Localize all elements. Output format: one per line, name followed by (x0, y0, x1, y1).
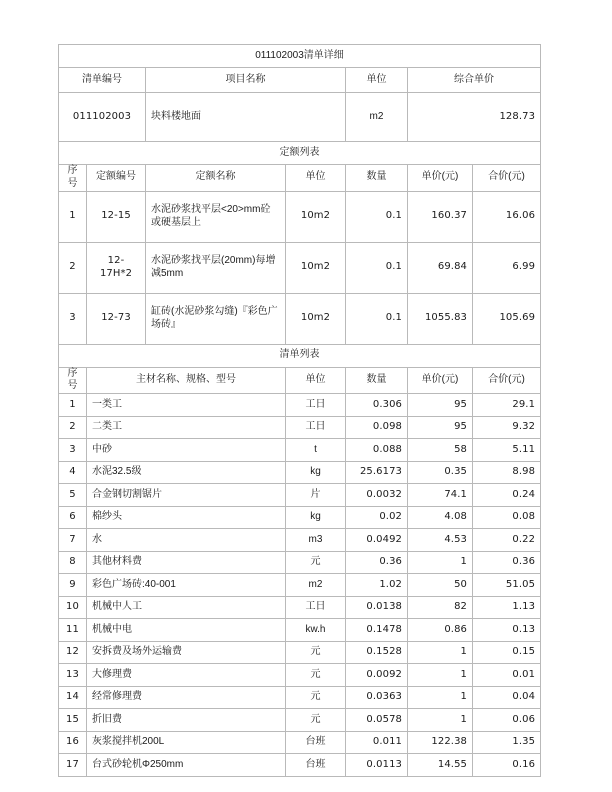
bill-total: 29.1 (473, 394, 541, 417)
bill-price: 1 (408, 709, 473, 732)
bill-qty: 0.0138 (346, 596, 408, 619)
bill-unit: kg (286, 461, 346, 484)
bill-total: 0.08 (473, 506, 541, 529)
bill-name: 大修理费 (87, 664, 286, 687)
bill-qty: 0.36 (346, 551, 408, 574)
table-row (59, 709, 541, 732)
bill-price: 14.55 (408, 754, 473, 777)
quota-col-header-2: 定额名称 (146, 165, 286, 192)
bill-price: 1 (408, 664, 473, 687)
bill-no: 1 (59, 394, 87, 417)
bill-no: 3 (59, 439, 87, 462)
quota-name: 水泥砂浆找平层(20mm)每增减5mm (146, 242, 286, 293)
table-row (59, 484, 541, 507)
bill-qty: 0.0032 (346, 484, 408, 507)
quota-section-title: 定额列表 (59, 142, 541, 165)
bill-no: 6 (59, 506, 87, 529)
bill-no: 9 (59, 574, 87, 597)
bill-col-header-5: 合价(元) (473, 367, 541, 394)
quota-no: 2 (59, 242, 87, 293)
bill-no: 11 (59, 619, 87, 642)
quota-col-header-0: 序号 (59, 165, 87, 192)
bill-total: 0.15 (473, 641, 541, 664)
bill-name: 机械中电 (87, 619, 286, 642)
bill-total: 0.24 (473, 484, 541, 507)
bill-col-header-3: 数量 (346, 367, 408, 394)
bill-name: 台式砂轮机Φ250mm (87, 754, 286, 777)
bill-col-header-1: 主材名称、规格、型号 (87, 367, 286, 394)
bill-unit: m3 (286, 529, 346, 552)
quota-qty: 0.1 (346, 293, 408, 344)
bill-total: 8.98 (473, 461, 541, 484)
table-row (59, 574, 541, 597)
bill-price: 4.08 (408, 506, 473, 529)
bill-name: 安拆费及场外运输费 (87, 641, 286, 664)
bill-total: 9.32 (473, 416, 541, 439)
bill-name: 其他材料费 (87, 551, 286, 574)
bill-total: 51.05 (473, 574, 541, 597)
quota-unit: 10m2 (286, 191, 346, 242)
bill-col-header-2: 单位 (286, 367, 346, 394)
bill-total: 1.35 (473, 731, 541, 754)
table-row (59, 439, 541, 462)
bill-no: 14 (59, 686, 87, 709)
bill-name: 二类工 (87, 416, 286, 439)
cost-detail-table (58, 44, 541, 777)
table-row (59, 461, 541, 484)
quota-price: 1055.83 (408, 293, 473, 344)
bill-unit: m2 (286, 574, 346, 597)
bill-price: 95 (408, 394, 473, 417)
bill-no: 10 (59, 596, 87, 619)
bill-unit: 工日 (286, 416, 346, 439)
bill-unit: 工日 (286, 596, 346, 619)
bill-qty: 0.0113 (346, 754, 408, 777)
bill-qty: 0.098 (346, 416, 408, 439)
table-row (59, 664, 541, 687)
quota-col-header-6: 合价(元) (473, 165, 541, 192)
summary-unit-price: 128.73 (408, 93, 541, 142)
bill-price: 95 (408, 416, 473, 439)
bill-no: 2 (59, 416, 87, 439)
bill-qty: 0.0578 (346, 709, 408, 732)
summary-col-header-3: 综合单价 (408, 68, 541, 93)
bill-price: 4.53 (408, 529, 473, 552)
bill-unit: t (286, 439, 346, 462)
bill-unit: 工日 (286, 394, 346, 417)
bill-total: 0.06 (473, 709, 541, 732)
bill-qty: 0.011 (346, 731, 408, 754)
bill-name: 中砂 (87, 439, 286, 462)
bill-total: 0.13 (473, 619, 541, 642)
bill-name: 水 (87, 529, 286, 552)
quota-section-banner-row (59, 142, 541, 165)
bill-qty: 0.1528 (346, 641, 408, 664)
bill-price: 1 (408, 641, 473, 664)
bill-total: 0.36 (473, 551, 541, 574)
bill-price: 50 (408, 574, 473, 597)
table-row (59, 551, 541, 574)
bill-price: 0.35 (408, 461, 473, 484)
bill-price: 0.86 (408, 619, 473, 642)
bill-total: 5.11 (473, 439, 541, 462)
table-row (59, 619, 541, 642)
bill-name: 水泥32.5级 (87, 461, 286, 484)
table-row (59, 596, 541, 619)
bill-unit: 元 (286, 551, 346, 574)
page-title: 011102003清单详细 (59, 45, 541, 68)
table-row (59, 529, 541, 552)
table-row (59, 754, 541, 777)
bill-no: 16 (59, 731, 87, 754)
summary-unit: m2 (346, 93, 408, 142)
bill-no: 8 (59, 551, 87, 574)
bill-price: 58 (408, 439, 473, 462)
bill-unit: 元 (286, 664, 346, 687)
bill-total: 0.01 (473, 664, 541, 687)
summary-data-row (59, 93, 541, 142)
quota-col-header-4: 数量 (346, 165, 408, 192)
bill-name: 棉纱头 (87, 506, 286, 529)
quota-price: 69.84 (408, 242, 473, 293)
quota-row (59, 293, 541, 344)
bill-col-header-0: 序号 (59, 367, 87, 394)
bill-total: 0.22 (473, 529, 541, 552)
bill-header-row (59, 367, 541, 394)
summary-col-header-0: 清单编号 (59, 68, 146, 93)
bill-price: 1 (408, 686, 473, 709)
bill-name: 机械中人工 (87, 596, 286, 619)
bill-qty: 25.6173 (346, 461, 408, 484)
quota-qty: 0.1 (346, 191, 408, 242)
bill-unit: 元 (286, 709, 346, 732)
bill-qty: 0.0363 (346, 686, 408, 709)
bill-qty: 0.306 (346, 394, 408, 417)
bill-total: 0.16 (473, 754, 541, 777)
bill-name: 经常修理费 (87, 686, 286, 709)
bill-no: 17 (59, 754, 87, 777)
document-title-row (59, 45, 541, 68)
table-row (59, 641, 541, 664)
table-row (59, 416, 541, 439)
quota-code: 12-15 (87, 191, 146, 242)
quota-code: 12-73 (87, 293, 146, 344)
bill-no: 12 (59, 641, 87, 664)
bill-no: 7 (59, 529, 87, 552)
bill-name: 合金钢切割锯片 (87, 484, 286, 507)
bill-unit: 元 (286, 641, 346, 664)
bill-price: 74.1 (408, 484, 473, 507)
summary-code: 011102003 (59, 93, 146, 142)
quota-header-row (59, 165, 541, 192)
summary-col-header-2: 单位 (346, 68, 408, 93)
bill-unit: kg (286, 506, 346, 529)
bill-qty: 0.0092 (346, 664, 408, 687)
bill-section-banner-row (59, 344, 541, 367)
quota-col-header-3: 单位 (286, 165, 346, 192)
quota-col-header-1: 定额编号 (87, 165, 146, 192)
bill-qty: 0.02 (346, 506, 408, 529)
quota-qty: 0.1 (346, 242, 408, 293)
quota-code: 12-17H*2 (87, 242, 146, 293)
bill-total: 1.13 (473, 596, 541, 619)
bill-section-title: 清单列表 (59, 344, 541, 367)
quota-total: 105.69 (473, 293, 541, 344)
table-row (59, 394, 541, 417)
bill-price: 82 (408, 596, 473, 619)
bill-unit: 元 (286, 686, 346, 709)
quota-price: 160.37 (408, 191, 473, 242)
quota-total: 16.06 (473, 191, 541, 242)
table-row (59, 731, 541, 754)
bill-no: 5 (59, 484, 87, 507)
bill-qty: 0.1478 (346, 619, 408, 642)
bill-unit: kw.h (286, 619, 346, 642)
bill-name: 折旧费 (87, 709, 286, 732)
quota-total: 6.99 (473, 242, 541, 293)
table-row (59, 506, 541, 529)
quota-row (59, 242, 541, 293)
bill-unit: 片 (286, 484, 346, 507)
quota-no: 3 (59, 293, 87, 344)
quota-col-header-5: 单价(元) (408, 165, 473, 192)
bill-no: 13 (59, 664, 87, 687)
bill-qty: 1.02 (346, 574, 408, 597)
bill-name: 彩色广场砖:40-001 (87, 574, 286, 597)
bill-no: 15 (59, 709, 87, 732)
bill-name: 一类工 (87, 394, 286, 417)
bill-no: 4 (59, 461, 87, 484)
quota-unit: 10m2 (286, 242, 346, 293)
bill-qty: 0.0492 (346, 529, 408, 552)
bill-price: 1 (408, 551, 473, 574)
summary-item-name: 块料楼地面 (146, 93, 346, 142)
bill-col-header-4: 单价(元) (408, 367, 473, 394)
quota-name: 缸砖(水泥砂浆勾缝)『彩色广场砖』 (146, 293, 286, 344)
quota-row (59, 191, 541, 242)
bill-name: 灰浆搅拌机200L (87, 731, 286, 754)
bill-unit: 台班 (286, 754, 346, 777)
bill-price: 122.38 (408, 731, 473, 754)
quota-unit: 10m2 (286, 293, 346, 344)
quota-no: 1 (59, 191, 87, 242)
table-row (59, 686, 541, 709)
summary-header-row (59, 68, 541, 93)
bill-unit: 台班 (286, 731, 346, 754)
summary-col-header-1: 项目名称 (146, 68, 346, 93)
bill-qty: 0.088 (346, 439, 408, 462)
quota-name: 水泥砂浆找平层<20>mm砼或硬基层上 (146, 191, 286, 242)
bill-total: 0.04 (473, 686, 541, 709)
